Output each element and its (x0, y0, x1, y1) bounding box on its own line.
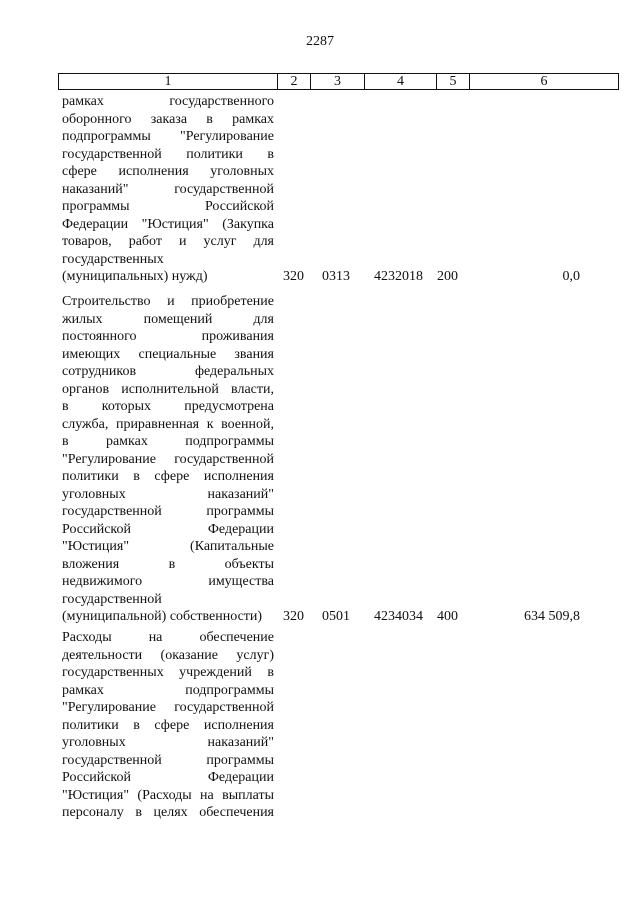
description-line: политики в сфере исполнения (62, 717, 274, 733)
description-line: Федерации "Юстиция" (Закупка (62, 216, 274, 232)
description-line: "Регулирование государственной (62, 451, 274, 467)
description-line: наказаний" государственной (62, 181, 274, 197)
cell-col4: 4232018 (374, 269, 423, 284)
cell-col6: 634 509,8 (524, 609, 580, 624)
description-line: государственных (62, 251, 164, 267)
description-line: "Юстиция" (Капитальные (62, 539, 274, 554)
description-line: в которых предусмотрена (62, 399, 274, 414)
description-line: сотрудников федеральных (62, 364, 274, 379)
description-line: государственной программы (62, 504, 274, 519)
description-line: программы Российской (62, 199, 274, 214)
description-line: постоянного проживания (62, 329, 274, 344)
row-description (62, 629, 274, 822)
cell-col5: 200 (437, 269, 458, 284)
header-col-2: 2 (277, 74, 310, 89)
description-line: уголовных наказаний" (62, 486, 274, 502)
cell-col5: 400 (437, 609, 458, 624)
description-line: Российской Федерации (62, 521, 274, 537)
description-line: Российской Федерации (62, 770, 274, 785)
header-col-3: 3 (310, 74, 364, 89)
description-line: оборонного заказа в рамках (62, 111, 274, 127)
description-line: уголовных наказаний" (62, 735, 274, 750)
header-col-5: 5 (436, 74, 469, 89)
cell-col3: 0501 (322, 609, 350, 624)
cell-col4: 4234034 (374, 609, 423, 624)
description-line: недвижимого имущества (62, 574, 274, 589)
description-line: жилых помещений для (62, 311, 274, 327)
description-line: рамках подпрограммы (62, 682, 274, 698)
header-col-4: 4 (364, 74, 436, 89)
row-description (62, 93, 274, 286)
description-line: "Регулирование государственной (62, 700, 274, 715)
description-line: в рамках подпрограммы (62, 434, 274, 449)
description-line: сфере исполнения уголовных (62, 164, 274, 179)
description-line: (муниципальных) нужд) (62, 269, 208, 284)
description-line: деятельности (оказание услуг) (62, 647, 274, 663)
description-line: государственной политики в (62, 146, 274, 162)
cell-col2: 320 (283, 269, 304, 284)
description-line: персоналу в целях обеспечения (62, 805, 274, 820)
description-line: органов исполнительной власти, (62, 381, 274, 397)
cell-col6: 0,0 (562, 269, 580, 284)
row-description (62, 293, 274, 626)
description-line: Строительство и приобретение (62, 294, 274, 309)
cell-col2: 320 (283, 609, 304, 624)
header-col-1: 1 (164, 74, 172, 89)
page-number: 2287 (306, 34, 334, 49)
description-line: государственной программы (62, 752, 274, 768)
cell-col3: 0313 (322, 269, 350, 284)
description-line: государственной (62, 591, 162, 607)
description-line: (муниципальной) собственности) (62, 609, 263, 624)
description-line: Расходы на обеспечение (62, 630, 274, 645)
description-line: вложения в объекты (62, 556, 274, 572)
table-header (58, 73, 619, 90)
description-line: "Юстиция" (Расходы на выплаты (62, 787, 274, 803)
description-line: государственных учреждений в (62, 665, 274, 680)
description-line: служба, приравненная к военной, (62, 416, 274, 432)
description-line: товаров, работ и услуг для (62, 234, 274, 249)
description-line: политики в сфере исполнения (62, 469, 274, 484)
description-line: подпрограммы "Регулирование (62, 129, 274, 144)
description-line: рамках государственного (62, 94, 274, 109)
description-line: имеющих специальные звания (62, 346, 274, 362)
header-col-6: 6 (469, 74, 618, 89)
